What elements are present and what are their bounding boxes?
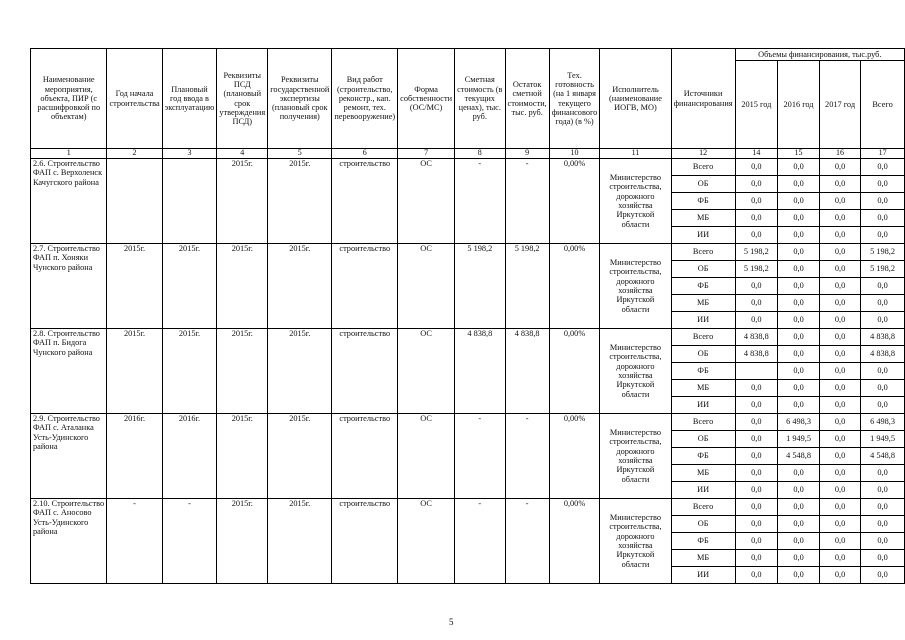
plan-year	[162, 159, 217, 244]
psd-date: 2015г.	[217, 329, 268, 414]
amount-total: 5 198,2	[861, 244, 905, 261]
amount-2015: 0,0	[735, 193, 778, 210]
amount-2017: 0,0	[819, 567, 860, 584]
readiness: 0,00%	[549, 159, 600, 244]
header-total: Всего	[861, 61, 905, 149]
readiness: 0,00%	[549, 414, 600, 499]
funding-source: ФБ	[671, 533, 735, 550]
ownership: ОС	[398, 244, 455, 329]
amount-total: 0,0	[861, 465, 905, 482]
amount-2017: 0,0	[819, 414, 860, 431]
column-number: 14	[735, 149, 778, 159]
amount-total: 1 949,5	[861, 431, 905, 448]
funding-source: ОБ	[671, 261, 735, 278]
work-type: строительство	[332, 499, 398, 584]
column-number: 16	[819, 149, 860, 159]
funding-source: ФБ	[671, 363, 735, 380]
amount-2017: 0,0	[819, 227, 860, 244]
amount-2017: 0,0	[819, 550, 860, 567]
object-name: 2.10. Строительство ФАП с. Аносово Усть-Удинского района	[31, 499, 107, 584]
amount-total: 4 838,8	[861, 329, 905, 346]
amount-total: 0,0	[861, 363, 905, 380]
amount-2015: 4 838,8	[735, 329, 778, 346]
estimate-cost: 5 198,2	[455, 244, 505, 329]
remainder-cost: -	[505, 159, 549, 244]
amount-2017: 0,0	[819, 261, 860, 278]
amount-total: 0,0	[861, 499, 905, 516]
object-name: 2.8. Строительство ФАП п. Бидога Чунского района	[31, 329, 107, 414]
amount-2016: 0,0	[778, 312, 820, 329]
amount-2016: 0,0	[778, 465, 820, 482]
funding-source: ИИ	[671, 312, 735, 329]
amount-2015: 5 198,2	[735, 244, 778, 261]
header-ownership: Форма собственности (ОС/МС)	[398, 49, 455, 149]
funding-source: Всего	[671, 499, 735, 516]
table-row	[31, 244, 905, 261]
amount-2016: 1 949,5	[778, 431, 820, 448]
amount-2016: 0,0	[778, 329, 820, 346]
column-number: 12	[671, 149, 735, 159]
header-psd: Реквизиты ПСД (плановый срок утверждения ПСД)	[217, 49, 268, 149]
executor: Министерство строительства, дорожного хозяйства Иркутской области	[600, 499, 671, 584]
header-2017: 2017 год	[819, 61, 860, 149]
amount-total: 0,0	[861, 227, 905, 244]
amount-2015: 4 838,8	[735, 346, 778, 363]
column-number: 10	[549, 149, 600, 159]
amount-total: 0,0	[861, 516, 905, 533]
amount-2015: 0,0	[735, 159, 778, 176]
amount-2016: 6 498,3	[778, 414, 820, 431]
amount-2017: 0,0	[819, 363, 860, 380]
funding-source: ФБ	[671, 278, 735, 295]
work-type: строительство	[332, 414, 398, 499]
amount-2016: 0,0	[778, 176, 820, 193]
amount-2017: 0,0	[819, 380, 860, 397]
funding-source: ОБ	[671, 346, 735, 363]
funding-source: МБ	[671, 465, 735, 482]
amount-2015: 0,0	[735, 482, 778, 499]
amount-2017: 0,0	[819, 295, 860, 312]
funding-source: Всего	[671, 329, 735, 346]
financing-table	[30, 48, 905, 584]
table-row	[31, 329, 905, 346]
column-number: 11	[600, 149, 671, 159]
header-work-type: Вид работ (строительство, реконстр., кап. ремонт, тех. перевооружение)	[332, 49, 398, 149]
amount-2017: 0,0	[819, 210, 860, 227]
funding-source: ОБ	[671, 431, 735, 448]
amount-2017: 0,0	[819, 244, 860, 261]
ownership: ОС	[398, 499, 455, 584]
amount-2017: 0,0	[819, 431, 860, 448]
amount-2017: 0,0	[819, 499, 860, 516]
amount-total: 0,0	[861, 295, 905, 312]
amount-2015	[735, 363, 778, 380]
executor: Министерство строительства, дорожного хозяйства Иркутской области	[600, 329, 671, 414]
funding-source: Всего	[671, 244, 735, 261]
amount-2015: 0,0	[735, 227, 778, 244]
amount-2015: 0,0	[735, 448, 778, 465]
funding-source: Всего	[671, 159, 735, 176]
remainder-cost: 5 198,2	[505, 244, 549, 329]
amount-2016: 4 548,8	[778, 448, 820, 465]
column-number: 1	[31, 149, 107, 159]
amount-total: 0,0	[861, 550, 905, 567]
header-name: Наименование мероприятия, объекта, ПИР (с расшифровкой по объектам)	[31, 49, 107, 149]
table-row	[31, 499, 905, 516]
amount-2015: 0,0	[735, 533, 778, 550]
amount-2016: 0,0	[778, 567, 820, 584]
amount-2016: 0,0	[778, 295, 820, 312]
amount-2016: 0,0	[778, 482, 820, 499]
expertise-date: 2015г.	[268, 159, 332, 244]
amount-2017: 0,0	[819, 176, 860, 193]
amount-total: 6 498,3	[861, 414, 905, 431]
amount-total: 0,0	[861, 278, 905, 295]
header-plan-year: Плановый год ввода в эксплуатацию	[162, 49, 217, 149]
executor: Министерство строительства, дорожного хозяйства Иркутской области	[600, 244, 671, 329]
funding-source: МБ	[671, 295, 735, 312]
plan-year: 2016г.	[162, 414, 217, 499]
amount-2016: 0,0	[778, 363, 820, 380]
amount-2016: 0,0	[778, 210, 820, 227]
amount-2017: 0,0	[819, 346, 860, 363]
estimate-cost: 4 838,8	[455, 329, 505, 414]
estimate-cost: -	[455, 159, 505, 244]
amount-2016: 0,0	[778, 159, 820, 176]
plan-year: 2015г.	[162, 329, 217, 414]
column-number: 17	[861, 149, 905, 159]
readiness: 0,00%	[549, 499, 600, 584]
executor: Министерство строительства, дорожного хозяйства Иркутской области	[600, 159, 671, 244]
amount-2017: 0,0	[819, 278, 860, 295]
header-remainder: Остаток сметной стоимости, тыс. руб.	[505, 49, 549, 149]
amount-2016: 0,0	[778, 499, 820, 516]
psd-date: 2015г.	[217, 414, 268, 499]
work-type: строительство	[332, 159, 398, 244]
psd-date: 2015г.	[217, 244, 268, 329]
header-finance-group: Объемы финансирования, тыс.руб.	[735, 49, 904, 61]
amount-total: 0,0	[861, 193, 905, 210]
funding-source: ИИ	[671, 397, 735, 414]
amount-2016: 0,0	[778, 261, 820, 278]
amount-2015: 0,0	[735, 278, 778, 295]
amount-total: 0,0	[861, 176, 905, 193]
amount-2015: 0,0	[735, 550, 778, 567]
start-year: -	[107, 499, 162, 584]
header-expertise: Реквизиты государственной экспертизы (плановый срок получения)	[268, 49, 332, 149]
amount-total: 0,0	[861, 567, 905, 584]
expertise-date: 2015г.	[268, 414, 332, 499]
work-type: строительство	[332, 329, 398, 414]
header-sources: Источники финансирования	[671, 49, 735, 149]
funding-source: ИИ	[671, 567, 735, 584]
amount-2015: 0,0	[735, 499, 778, 516]
funding-source: ОБ	[671, 516, 735, 533]
expertise-date: 2015г.	[268, 499, 332, 584]
readiness: 0,00%	[549, 244, 600, 329]
ownership: ОС	[398, 159, 455, 244]
amount-2015: 0,0	[735, 397, 778, 414]
header-start-year: Год начала строительства	[107, 49, 162, 149]
header-estimate: Сметная стоимость (в текущих ценах), тыс. руб.	[455, 49, 505, 149]
amount-2017: 0,0	[819, 397, 860, 414]
column-number: 15	[778, 149, 820, 159]
amount-2015: 0,0	[735, 465, 778, 482]
plan-year: 2015г.	[162, 244, 217, 329]
amount-total: 0,0	[861, 482, 905, 499]
remainder-cost: -	[505, 499, 549, 584]
amount-total: 4 548,8	[861, 448, 905, 465]
start-year: 2016г.	[107, 414, 162, 499]
funding-source: ИИ	[671, 227, 735, 244]
funding-source: ФБ	[671, 193, 735, 210]
estimate-cost: -	[455, 414, 505, 499]
amount-2015: 0,0	[735, 295, 778, 312]
amount-2017: 0,0	[819, 465, 860, 482]
column-number: 4	[217, 149, 268, 159]
remainder-cost: -	[505, 414, 549, 499]
amount-2017: 0,0	[819, 193, 860, 210]
amount-2015: 0,0	[735, 567, 778, 584]
amount-total: 0,0	[861, 312, 905, 329]
object-name: 2.9. Строительство ФАП с. Аталанка Усть-Удинского района	[31, 414, 107, 499]
column-number: 8	[455, 149, 505, 159]
amount-2015: 0,0	[735, 431, 778, 448]
amount-2015: 0,0	[735, 312, 778, 329]
header-executor: Исполнитель (наименование ИОГВ, МО)	[600, 49, 671, 149]
column-number: 5	[268, 149, 332, 159]
amount-total: 0,0	[861, 397, 905, 414]
funding-source: МБ	[671, 210, 735, 227]
funding-source: МБ	[671, 380, 735, 397]
estimate-cost: -	[455, 499, 505, 584]
amount-2016: 0,0	[778, 346, 820, 363]
readiness: 0,00%	[549, 329, 600, 414]
column-number: 6	[332, 149, 398, 159]
amount-2016: 0,0	[778, 550, 820, 567]
funding-source: МБ	[671, 550, 735, 567]
amount-2016: 0,0	[778, 533, 820, 550]
amount-2015: 0,0	[735, 516, 778, 533]
table-row	[31, 414, 905, 431]
amount-total: 0,0	[861, 210, 905, 227]
remainder-cost: 4 838,8	[505, 329, 549, 414]
amount-2015: 5 198,2	[735, 261, 778, 278]
header-2016: 2016 год	[778, 61, 820, 149]
funding-source: ИИ	[671, 482, 735, 499]
executor: Министерство строительства, дорожного хозяйства Иркутской области	[600, 414, 671, 499]
funding-source: Всего	[671, 414, 735, 431]
expertise-date: 2015г.	[268, 244, 332, 329]
amount-2015: 0,0	[735, 380, 778, 397]
start-year: 2015г.	[107, 329, 162, 414]
amount-2017: 0,0	[819, 448, 860, 465]
amount-2016: 0,0	[778, 244, 820, 261]
column-numbers-row	[31, 149, 905, 159]
amount-2017: 0,0	[819, 159, 860, 176]
table-row	[31, 159, 905, 176]
amount-total: 5 198,2	[861, 261, 905, 278]
amount-2016: 0,0	[778, 278, 820, 295]
amount-2017: 0,0	[819, 516, 860, 533]
amount-2015: 0,0	[735, 210, 778, 227]
header-readiness: Тех. готовность (на 1 января текущего финансового года) (в %)	[549, 49, 600, 149]
amount-2016: 0,0	[778, 227, 820, 244]
page-number: 5	[449, 617, 454, 627]
funding-source: ФБ	[671, 448, 735, 465]
psd-date: 2015г.	[217, 499, 268, 584]
header-2015: 2015 год	[735, 61, 778, 149]
amount-2017: 0,0	[819, 533, 860, 550]
amount-2017: 0,0	[819, 482, 860, 499]
amount-total: 0,0	[861, 380, 905, 397]
plan-year: -	[162, 499, 217, 584]
funding-source: ОБ	[671, 176, 735, 193]
column-number: 3	[162, 149, 217, 159]
amount-2016: 0,0	[778, 380, 820, 397]
start-year: 2015г.	[107, 244, 162, 329]
amount-total: 0,0	[861, 159, 905, 176]
start-year	[107, 159, 162, 244]
amount-total: 0,0	[861, 533, 905, 550]
amount-2017: 0,0	[819, 312, 860, 329]
ownership: ОС	[398, 329, 455, 414]
amount-2016: 0,0	[778, 193, 820, 210]
amount-2016: 0,0	[778, 516, 820, 533]
work-type: строительство	[332, 244, 398, 329]
ownership: ОС	[398, 414, 455, 499]
amount-2015: 0,0	[735, 414, 778, 431]
amount-2017: 0,0	[819, 329, 860, 346]
column-number: 7	[398, 149, 455, 159]
psd-date: 2015г.	[217, 159, 268, 244]
amount-2015: 0,0	[735, 176, 778, 193]
object-name: 2.6. Строительство ФАП с. Верхоленск Качугского района	[31, 159, 107, 244]
object-name: 2.7. Строительство ФАП п. Хоняки Чунского района	[31, 244, 107, 329]
column-number: 9	[505, 149, 549, 159]
amount-total: 4 838,8	[861, 346, 905, 363]
column-number: 2	[107, 149, 162, 159]
amount-2016: 0,0	[778, 397, 820, 414]
expertise-date: 2015г.	[268, 329, 332, 414]
